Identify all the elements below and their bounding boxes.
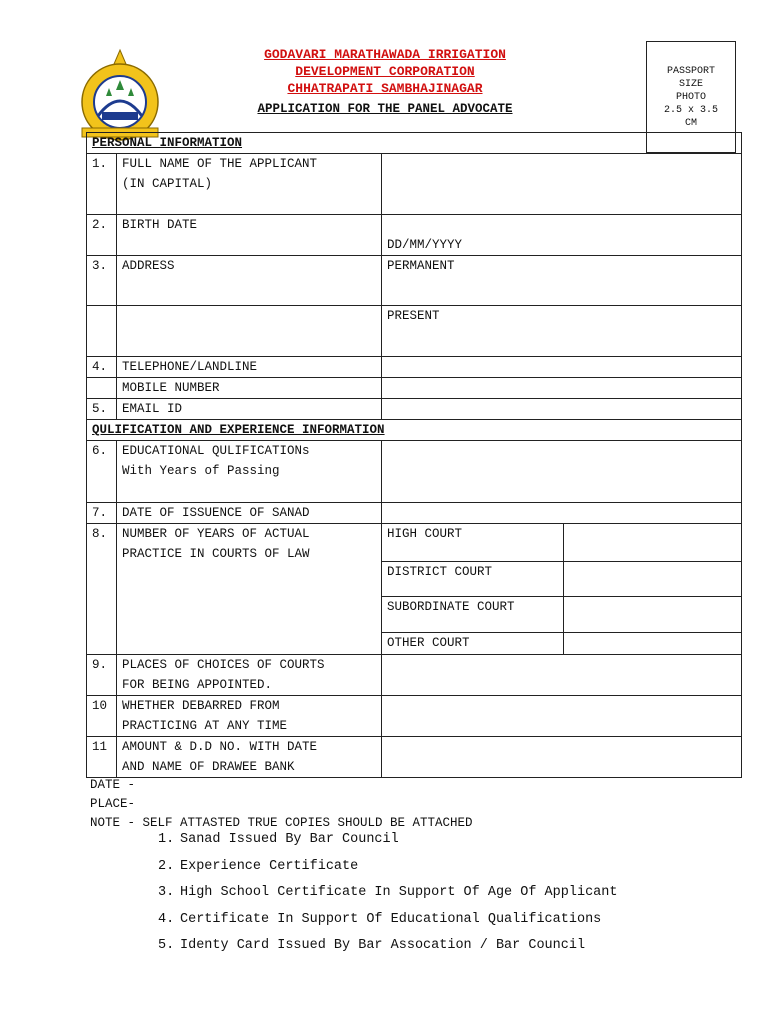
- form-footer: [90, 776, 473, 833]
- label-telephone: TELEPHONE/LANDLINE: [117, 357, 382, 378]
- list-item: 2. Experience Certificate: [158, 858, 359, 874]
- field-email[interactable]: [382, 399, 742, 420]
- label-court-choices: PLACES OF CHOICES OF COURTS FOR BEING APPOINTED.: [117, 655, 382, 696]
- label-full-name: FULL NAME OF THE APPLICANT (IN CAPITAL): [117, 154, 382, 215]
- label-years-of-practice: NUMBER OF YEARS OF ACTUAL PRACTICE IN COURTS OF LAW: [117, 524, 382, 655]
- row-number: 11: [87, 737, 117, 778]
- label-email: EMAIL ID: [117, 399, 382, 420]
- label-district-court: DISTRICT COURT: [382, 562, 564, 597]
- label-mobile-number: MOBILE NUMBER: [117, 378, 382, 399]
- field-subordinate-court-years[interactable]: [564, 597, 742, 633]
- section-qualification-experience: QULIFICATION AND EXPERIENCE INFORMATION: [87, 420, 742, 441]
- field-sanad-date[interactable]: [382, 503, 742, 524]
- form-header: [200, 46, 570, 118]
- label-address: ADDRESS: [117, 256, 382, 306]
- label-birth-date: BIRTH DATE: [117, 215, 382, 256]
- field-telephone[interactable]: [382, 357, 742, 378]
- field-other-court-years[interactable]: [564, 633, 742, 655]
- row-number-blank: [87, 306, 117, 357]
- label-dd-details: AMOUNT & D.D NO. WITH DATE AND NAME OF DRAWEE BANK: [117, 737, 382, 778]
- label-subordinate-court: SUBORDINATE COURT: [382, 597, 564, 633]
- field-court-choices[interactable]: [382, 655, 742, 696]
- passport-photo-box[interactable]: PASSPORT SIZE PHOTO 2.5 x 3.5 CM: [646, 41, 736, 153]
- org-location: CHHATRAPATI SAMBHAJINAGAR: [287, 81, 483, 96]
- row-number-blank: [87, 378, 117, 399]
- field-permanent-address[interactable]: PERMANENT: [382, 256, 742, 306]
- field-high-court-years[interactable]: [564, 524, 742, 562]
- field-mobile-number[interactable]: [382, 378, 742, 399]
- list-item: 5. Identy Card Issued By Bar Assocation / Bar Council: [158, 938, 586, 954]
- list-item: 3. High School Certificate In Support Of Age Of Applicant: [158, 885, 618, 901]
- field-present-address[interactable]: PRESENT: [382, 306, 742, 357]
- row-number: 2.: [87, 215, 117, 256]
- row-number: 9.: [87, 655, 117, 696]
- field-educational-qualifications[interactable]: [382, 441, 742, 503]
- row-number: 6.: [87, 441, 117, 503]
- date-label: DATE -: [90, 778, 136, 792]
- form-title: APPLICATION FOR THE PANEL ADVOCATE: [257, 102, 513, 116]
- field-full-name[interactable]: [382, 154, 742, 215]
- label-other-court: OTHER COURT: [382, 633, 564, 655]
- label-address-blank: [117, 306, 382, 357]
- row-number: 8.: [87, 524, 117, 655]
- row-number: 4.: [87, 357, 117, 378]
- field-birth-date[interactable]: DD/MM/YYYY: [382, 215, 742, 256]
- label-high-court: HIGH COURT: [382, 524, 564, 562]
- list-item: 4. Certificate In Support Of Educational Qualifications: [158, 911, 602, 927]
- label-debarred: WHETHER DEBARRED FROM PRACTICING AT ANY TIME: [117, 696, 382, 737]
- section-personal-information: PERSONAL INFORMATION: [87, 133, 742, 154]
- field-dd-details[interactable]: [382, 737, 742, 778]
- row-number: 1.: [87, 154, 117, 215]
- row-number: 5.: [87, 399, 117, 420]
- org-name-line-1: GODAVARI MARATHAWADA IRRIGATION: [264, 47, 506, 62]
- application-form-table: [86, 132, 742, 778]
- row-number: 7.: [87, 503, 117, 524]
- place-label: PLACE-: [90, 797, 136, 811]
- corporation-logo-seal: [78, 46, 162, 146]
- org-name-line-2: DEVELOPMENT CORPORATION: [295, 64, 475, 79]
- label-sanad-date: DATE OF ISSUENCE OF SANAD: [117, 503, 382, 524]
- list-item: 1. Sanad Issued By Bar Council: [158, 832, 399, 847]
- row-number: 3.: [87, 256, 117, 306]
- attachment-note: NOTE - SELF ATTASTED TRUE COPIES SHOULD BE ATTACHED: [90, 816, 473, 830]
- label-educational-qualifications: EDUCATIONAL QULIFICATIONs With Years of Passing: [117, 441, 382, 503]
- field-debarred[interactable]: [382, 696, 742, 737]
- field-district-court-years[interactable]: [564, 562, 742, 597]
- row-number: 10: [87, 696, 117, 737]
- required-documents-list: [158, 830, 617, 963]
